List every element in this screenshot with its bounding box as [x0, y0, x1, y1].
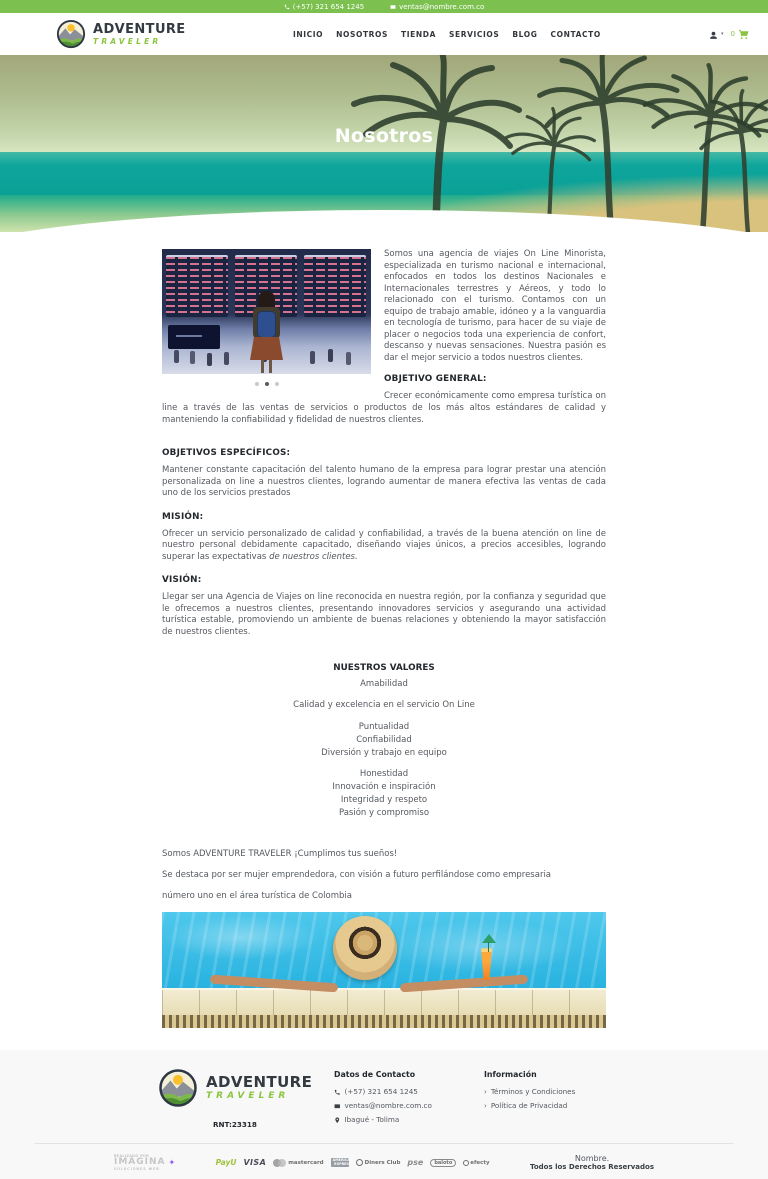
pse-icon: pse — [407, 1158, 424, 1168]
copyright-rights: Todos los Derechos Reservados — [530, 1163, 654, 1172]
visa-icon: VISA — [243, 1158, 267, 1168]
backpack — [257, 311, 276, 338]
chevron-right-icon: › — [484, 1087, 487, 1096]
vision-text: Llegar ser una Agencia de Viajes on line reconocida en nuestra región, por la confianza y seguridad que le ofrecemos a nuestros clientes, presentando innovadores servicios y asegurando una actividad turística estable, promoviendo un ambiente de buenas relaciones y obteniendo la mayor satisfacción de nuestros clientes. — [162, 592, 606, 638]
carousel-dot-2[interactable] — [265, 382, 269, 386]
footer-info — [484, 1068, 575, 1129]
mastercard-icon: mastercard — [273, 1159, 323, 1167]
objetivo-general-heading: OBJETIVO GENERAL: — [384, 374, 487, 385]
account-icon[interactable] — [709, 25, 718, 44]
nav-blog[interactable]: BLOG — [512, 29, 538, 39]
departure-board — [166, 255, 228, 317]
page-title: Nosotros — [334, 125, 434, 147]
cart-icon[interactable] — [738, 25, 750, 44]
topbar-email[interactable] — [390, 3, 484, 11]
contact-email[interactable]: ventas@nombre.com.co — [334, 1101, 484, 1110]
phone-icon — [334, 1089, 341, 1096]
copyright-name: Nombre. — [574, 1154, 610, 1164]
site-logo[interactable] — [56, 19, 186, 49]
mail-icon — [390, 4, 396, 10]
logo-emblem-icon — [56, 19, 86, 49]
value-item: Confiabilidad — [356, 734, 412, 745]
link-terminos[interactable]: › Términos y Condiciones — [484, 1087, 576, 1097]
topbar-phone-text: (+57) 321 654 1245 — [292, 2, 365, 11]
straw-hat — [333, 916, 397, 980]
footer-logo — [158, 1068, 334, 1129]
contact-location: Ibagué - Tolima — [334, 1115, 484, 1124]
pool-grate — [162, 1015, 606, 1028]
link-privacidad[interactable]: › Política de Privacidad — [484, 1101, 568, 1111]
value-item: Amabilidad — [360, 678, 408, 689]
baloto-icon: baloto — [430, 1159, 456, 1167]
closing-line: Se destaca por ser mujer emprendedora, con visión a futuro perfilándose como empresaria — [162, 870, 552, 881]
departure-board — [304, 255, 366, 317]
cart-count: 0 — [730, 30, 735, 38]
mision-text: Ofrecer un servicio personalizado de calidad y confiabilidad, a través de la buena atención on line de nuestro personal debidamente capacitado, diseñando viajes únicos, a precios accesibles, logrando superar las expectativas de nuestros clientes. — [162, 528, 606, 562]
payu-icon: PayU — [215, 1158, 237, 1168]
efecty-icon: efecty — [463, 1160, 489, 1166]
logo-line2: TRAVELER — [93, 36, 162, 46]
contact-heading: Datos de Contacto — [334, 1070, 416, 1080]
footer-logo-line2: TRAVELER — [206, 1091, 290, 1102]
values-heading: NUESTROS VALORES — [333, 662, 435, 673]
topbar-phone[interactable] — [284, 3, 364, 11]
value-item: Calidad y excelencia en el servicio On Line — [293, 700, 475, 711]
objetivos-especificos-heading: OBJETIVOS ESPECÍFICOS: — [162, 448, 291, 459]
value-item: Diversión y trabajo en equipo — [321, 747, 447, 758]
account-area — [709, 13, 750, 55]
value-item: Innovación e inspiración — [332, 782, 436, 793]
nav-inicio[interactable]: INICIO — [293, 29, 324, 39]
topbar-email-text: ventas@nombre.com.co — [399, 2, 485, 11]
objetivo-general-text: Crecer económicamente como empresa turística on line a través de las ventas de servicios o productos de los más altos estándares de calidad y manteniendo la confiabilidad y fidelidad de nuestros clientes. — [162, 391, 606, 425]
mision-heading: MISIÓN: — [162, 511, 204, 522]
footer-contact — [334, 1068, 484, 1129]
main-content — [162, 249, 606, 1028]
amex-icon: AMERICAN EXPRESS — [332, 1158, 353, 1166]
value-item: Pasión y compromiso — [338, 807, 430, 818]
carousel-dot-3[interactable] — [275, 382, 279, 386]
header — [0, 13, 768, 55]
logo-text — [93, 23, 186, 46]
intro-paragraph: Somos una agencia de viajes On Line Minorista, especializada en turismo nacional e internacional, enfocados en todos los destinos Nacionales e Internacionales terrestres y Aéreos, y todo lo relacionado con el turismo. Contamos con un equipo de trabajo amable, idóneo y a la vanguardia en tecnología de turismo, para hacer de su viaje de placer o negocios toda una experiencia de confort, descanso y nuevas sensaciones. Nuestra pasión es dar el mejor servicio a todos nuestros clientes. — [384, 249, 606, 363]
objetivos-especificos-text: Mantener constante capacitación del talento humano de la empresa para lograr prestar una atención personalizada on line a nuestros clientes, logrando aumentar de manera efectiva las ventas de cada uno de los servicios prestados — [162, 465, 606, 499]
imagina-logo[interactable]: REALIZADO POR IMAGINA SOLUCIONES WEB ✦ — [114, 1154, 176, 1172]
closing-line: Somos ADVENTURE TRAVELER ¡Cumplimos tus sueños! — [162, 849, 398, 860]
footer-logo-line1: ADVENTURE — [206, 1073, 313, 1092]
logo-emblem-icon — [158, 1068, 198, 1108]
footer-divider — [35, 1143, 733, 1144]
chevron-right-icon: › — [484, 1101, 487, 1110]
diners-club-icon: Diners Club — [356, 1159, 401, 1166]
airport-photo — [162, 249, 371, 374]
hero-banner — [0, 55, 768, 232]
contact-phone[interactable]: (+57) 321 654 1245 — [334, 1087, 484, 1096]
nav-contacto[interactable]: CONTACTO — [550, 29, 601, 39]
sparkle-icon: ✦ — [168, 1158, 176, 1168]
values-section — [162, 663, 606, 820]
rnt-number: RNT:23318 — [213, 1120, 257, 1130]
value-item: Integridad y respeto — [340, 794, 428, 805]
nav-tienda[interactable]: TIENDA — [401, 29, 436, 39]
image-carousel — [162, 249, 371, 401]
carousel-dots — [162, 382, 371, 401]
logo-line1: ADVENTURE — [93, 21, 186, 37]
value-item: Puntualidad — [358, 722, 410, 733]
cocktail-umbrella — [482, 934, 496, 943]
closing-line: número uno en el área turística de Colombia — [162, 891, 352, 902]
vision-heading: VISIÓN: — [162, 575, 202, 586]
nav-servicios[interactable]: SERVICIOS — [448, 29, 500, 39]
footer — [0, 1050, 768, 1179]
value-item: Honestidad — [359, 769, 409, 780]
main-nav — [293, 13, 601, 55]
info-heading: Información — [484, 1070, 537, 1080]
airport-screen — [168, 325, 220, 349]
phone-icon — [284, 4, 290, 10]
payment-methods — [216, 1158, 490, 1167]
carousel-dot-1[interactable] — [255, 382, 259, 386]
copyright — [530, 1154, 654, 1171]
closing-section — [162, 849, 606, 901]
map-pin-icon — [334, 1117, 341, 1124]
chevron-down-icon: ▾ — [721, 31, 724, 37]
nav-nosotros[interactable]: NOSOTROS — [336, 29, 389, 39]
topbar — [0, 0, 768, 13]
mail-icon — [334, 1103, 341, 1110]
pool-photo — [162, 912, 606, 1028]
